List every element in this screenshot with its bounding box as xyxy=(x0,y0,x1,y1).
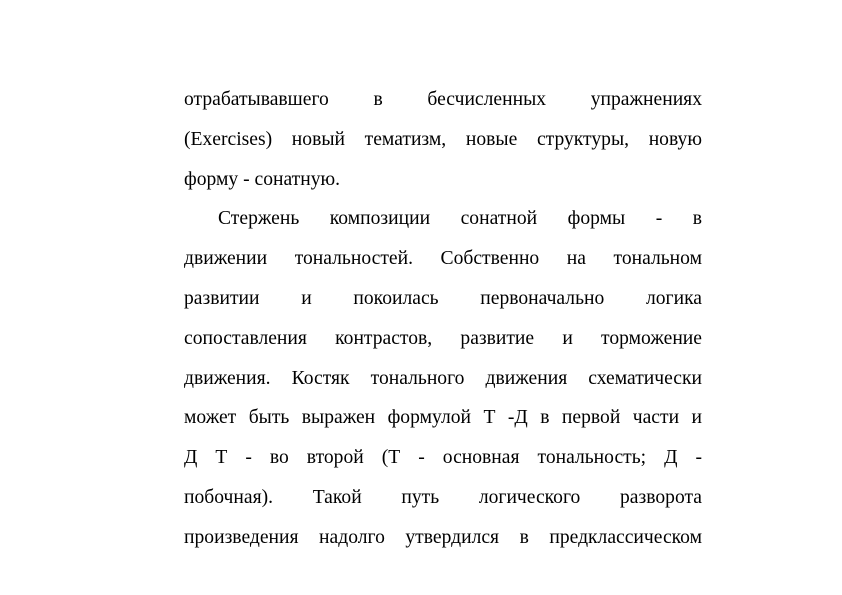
text-line: произведения надолго утвердился в предклассическом xyxy=(184,526,702,548)
text-line: Д Т - во второй (Т - основная тональность; Д - xyxy=(184,447,702,469)
body-text xyxy=(184,84,702,562)
text-line: движения. Костяк тонального движения схематически xyxy=(184,367,702,389)
text-line: Стержень композиции сонатной формы - в xyxy=(218,208,702,230)
text-line: отрабатывавшего в бесчисленных упражнениях xyxy=(184,89,702,110)
text-line: форму - сонатную. xyxy=(184,168,341,190)
text-line: (Exercises) новый тематизм, новые структуры, новую xyxy=(184,128,702,150)
text-line: может быть выражен формулой Т -Д в первой части и xyxy=(184,407,702,429)
text-line: движении тональностей. Собственно на тональном xyxy=(184,248,702,270)
text-line: сопоставления контрастов, развитие и торможение xyxy=(184,327,702,349)
text-line: побочная). Такой путь логического разворота xyxy=(184,486,702,508)
text-line: развитии и покоилась первоначально логика xyxy=(184,287,702,309)
